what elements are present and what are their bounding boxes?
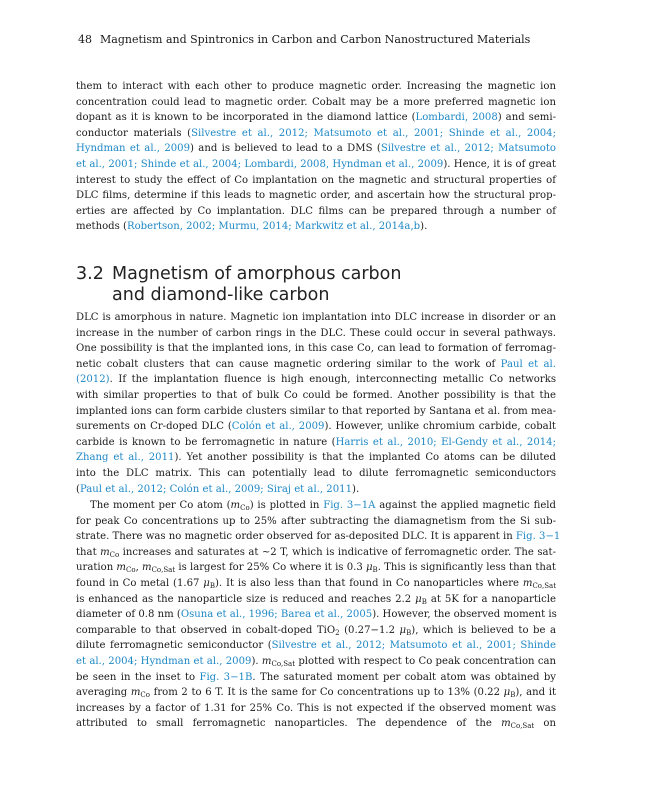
text-line: dopant as it is known to be incorporated in the diamond lattice (Lombardi, 2008) and semi- xyxy=(76,112,557,124)
citation-link[interactable]: et al., 2004; Hyndman et al., 2009 xyxy=(76,655,252,667)
text-line: Hyndman et al., 2009) and is believed to lead to a DMS (Silvestre et al., 2012; Matsumoto xyxy=(76,143,556,155)
text-line: them to interact with each other to produce magnetic order. Increasing the magnetic ion xyxy=(76,81,556,92)
text-line: comparable to that observed in cobalt-doped TiO$_2$ (0.27−1.2 $\mu_B$), which is believed to be a xyxy=(76,624,557,637)
citation-link[interactable]: (2012) xyxy=(76,374,110,386)
text-line: increase in the number of carbon rings in the DLC. These could occur in several pathways. xyxy=(76,327,556,339)
text-line: DLC is amorphous in nature. Magnetic ion implantation into DLC increase in disorder or an xyxy=(76,312,556,323)
text-line: concentration could lead to magnetic order. Cobalt may be a more preferred magnetic ion xyxy=(76,96,556,108)
text-line: erties are affected by Co implantation. DLC films can be prepared through a number of xyxy=(76,205,556,217)
citation-link[interactable]: Robertson, 2002; Murmu, 2014; Markwitz et al., 2014a,b xyxy=(126,221,421,233)
text-line: with similar properties to that of bulk Co could be formed. Another possibility is that the xyxy=(76,389,556,401)
citation-link[interactable]: Silvestre et al., 2012; Matsumoto xyxy=(380,143,556,155)
text-line: increases by a factor of 1.31 for 25% Co. This is not expected if the observed moment was xyxy=(76,702,556,714)
paragraph-moment xyxy=(76,498,561,732)
citation-link[interactable]: et al., 2001; Shinde et al., 2004; Lombardi, 2008, Hyndman et al., 2009 xyxy=(76,158,444,170)
citation-link[interactable]: Osuna et al., 1996; Barea et al., 2005 xyxy=(180,609,373,621)
text-line: carbide is known to be ferromagnetic in nature (Harris et al., 2010; El-Gendy et al., 2014; xyxy=(76,436,556,448)
paragraph-intro xyxy=(76,79,556,235)
citation-link[interactable]: Silvestre et al., 2012; Matsumoto et al., 2001; Shinde et al., 2004; xyxy=(191,127,557,139)
text-line: et al., 2001; Shinde et al., 2004; Lombardi, 2008, Hyndman et al., 2009). Hence, it is of great xyxy=(76,158,556,170)
text-line: is enhanced as the nanoparticle size is reduced and reaches 2.2 $\mu_B$ at 5K for a nanoparticle xyxy=(76,593,556,606)
text-line: that $m_{Co}$ increases and saturates at ~2 T, which is indicative of ferromagnetic order. The sat- xyxy=(76,546,556,559)
text-line: dilute ferromagnetic semiconductor (Silvestre et al., 2012; Matsumoto et al., 2001; Shinde xyxy=(76,640,556,652)
citation-link[interactable]: Harris et al., 2010; El-Gendy et al., 2014; xyxy=(335,436,556,448)
section-title-line1: Magnetism of amorphous carbon xyxy=(112,264,402,284)
text-line: found in Co metal (1.67 $\mu_B$). It is also less than that found in Co nanoparticles where $m_{Co,Sat}$ xyxy=(76,577,557,590)
text-line: netic cobalt clusters that can cause magnetic ordering similar to the work of Paul et al. xyxy=(76,358,556,370)
text-line: DLC films, determine if this leads to magnetic order, and ascertain how the structural prop- xyxy=(76,190,556,202)
running-head xyxy=(78,33,578,46)
text-line: into the DLC matrix. This can potentially lead to dilute ferromagnetic semiconductors xyxy=(76,467,556,479)
section-number: 3.2 xyxy=(76,264,104,284)
text-line: be seen in the inset to Fig. 3−1B. The saturated moment per cobalt atom was obtained by xyxy=(76,671,556,683)
citation-link[interactable]: Paul et al., 2012; Colón et al., 2009; Siraj et al., 2011 xyxy=(79,483,352,495)
text-line: implanted ions can form carbide clusters similar to that reported by Santana et al. from mea- xyxy=(76,405,556,417)
section-title-line2: and diamond-like carbon xyxy=(112,285,330,305)
page-number: 48 xyxy=(78,33,92,46)
text-line: One possibility is that the implanted ions, in this case Co, can lead to formation of ferromag- xyxy=(76,343,556,355)
text-line: Zhang et al., 2011). Yet another possibility is that the implanted Co atoms can be diluted xyxy=(76,452,556,464)
text-line: for peak Co concentrations up to 25% after subtracting the diamagnetism from the Si sub- xyxy=(76,515,556,527)
text-line: The moment per Co atom $(m_{Co})$ is plotted in Fig. 3−1A against the applied magnetic field xyxy=(90,500,556,512)
text-line: interest to study the effect of Co implantation on the magnetic and structural properties of xyxy=(76,174,556,186)
text-line: strate. There was no magnetic order observed for as-deposited DLC. It is apparent in Fig. 3−1 xyxy=(76,531,561,543)
citation-link[interactable]: Colón et al., 2009 xyxy=(231,421,325,433)
figure-link[interactable]: Fig. 3−1B xyxy=(199,671,253,683)
text-line: averaging $m_{Co}$ from 2 to 6 T. It is the same for Co concentrations up to 13% (0.22 $\mu_B$), and it xyxy=(76,687,557,700)
paragraph-dlc xyxy=(76,310,556,497)
book-title: Magnetism and Spintronics in Carbon and Carbon Nanostructured Materials xyxy=(100,33,531,46)
text-line: et al., 2004; Hyndman et al., 2009). $m_{Co,Sat}$ plotted with respect to Co peak concentration can xyxy=(76,655,556,668)
text-line: surements on Cr-doped DLC (Colón et al., 2009). However, unlike chromium carbide, cobalt xyxy=(76,421,556,433)
text-line: methods (Robertson, 2002; Murmu, 2014; Markwitz et al., 2014a,b). xyxy=(76,221,428,233)
text-line: diameter of 0.8 nm (Osuna et al., 1996; Barea et al., 2005). However, the observed moment is xyxy=(76,609,557,621)
citation-link[interactable]: Hyndman et al., 2009 xyxy=(76,143,191,155)
citation-link[interactable]: Silvestre et al., 2012; Matsumoto et al., 2001; Shinde xyxy=(271,640,556,652)
text-line: conductor materials (Silvestre et al., 2012; Matsumoto et al., 2001; Shinde et al., 2004; xyxy=(76,127,557,139)
section-heading xyxy=(76,264,556,306)
citation-link[interactable]: Zhang et al., 2011 xyxy=(76,452,175,464)
text-line: uration $m_{Co}$, $m_{Co,Sat}$ is largest for 25% Co where it is 0.3 $\mu_B$. This is significantly less than that xyxy=(76,562,556,575)
figure-link[interactable]: Fig. 3−1A xyxy=(323,500,376,511)
citation-link[interactable]: Paul et al. xyxy=(500,358,556,370)
figure-link[interactable]: Fig. 3−1 xyxy=(515,531,561,543)
text-line: (2012). If the implantation fluence is high enough, interconnecting metallic Co networks xyxy=(76,374,556,386)
text-line: (Paul et al., 2012; Colón et al., 2009; Siraj et al., 2011). xyxy=(76,483,360,495)
text-line: attributed to small ferromagnetic nanoparticles. The dependence of the $m_{Co,Sat}$ on xyxy=(76,718,556,731)
citation-link[interactable]: Lombardi, 2008 xyxy=(415,112,498,124)
